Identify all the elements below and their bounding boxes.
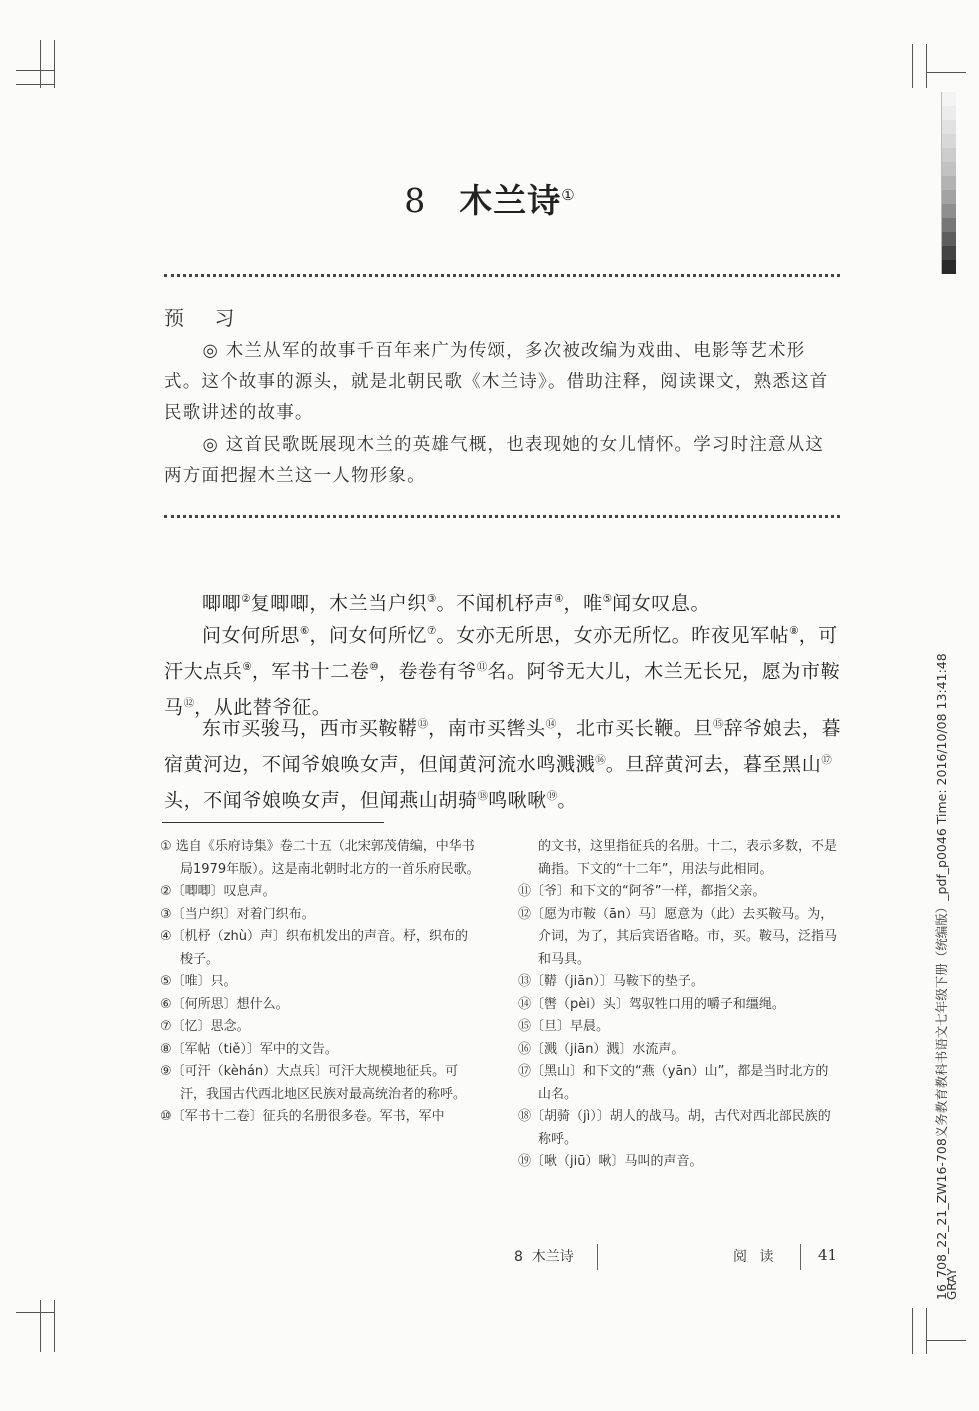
crop-mark xyxy=(54,1300,55,1352)
poem-text: 辞爷娘去，暮宿黄河边，不闻爷娘唤女声，但闻黄河流水鸣溅溅 xyxy=(164,717,842,776)
poem-stanza-2 xyxy=(164,616,842,723)
note-ref: ⑱ xyxy=(477,789,489,802)
note-ref: ⑰ xyxy=(821,753,832,766)
poem-text: 。不闻机杼声 xyxy=(436,592,555,615)
gray-label: GRAY xyxy=(945,1268,959,1300)
crop-mark xyxy=(16,84,54,85)
footnote-item: ⑰〔黑山〕和下文的“燕（yān）山”，都是当时北方的山名。 xyxy=(518,1064,829,1102)
footnote-item: ① 选自《乐府诗集》卷二十五（北宋郭茂倩编，中华书局1979年版）。这是南北朝时北方的一首乐府民歌。 xyxy=(160,839,480,877)
note-ref: ⑨ xyxy=(242,660,252,673)
footnote-item: ⑲〔啾（jiū）啾〕马叫的声音。 xyxy=(518,1154,703,1169)
lesson-number: 8 xyxy=(404,181,426,220)
note-ref: ⑦ xyxy=(427,625,437,637)
dotted-divider xyxy=(164,274,840,277)
poem-text: 问女何所思 xyxy=(202,624,301,647)
poem-text: ，卷卷有爷 xyxy=(378,660,477,683)
footnote-item: ⑮〔旦〕早晨。 xyxy=(518,1019,610,1034)
lesson-title xyxy=(0,175,979,222)
poem-stanza-1 xyxy=(164,584,842,620)
note-ref: ⑬ xyxy=(417,718,429,730)
footer-divider xyxy=(597,1244,598,1270)
print-job-code: 16_708_22_21_ZW16-708义务教育教科书语文七年级下册（统编版）_pdf_p0046 Time: 2016/10/08 13:41:48 xyxy=(934,653,949,1300)
note-ref: ② xyxy=(241,593,251,605)
poem-text: 唧唧 xyxy=(202,592,242,615)
footnote-item: ⑦〔忆〕思念。 xyxy=(160,1019,250,1034)
crop-mark xyxy=(926,1308,927,1354)
note-ref: ⑥ xyxy=(300,625,310,637)
note-ref: ⑤ xyxy=(602,593,613,605)
poem-text: 复唧唧，木兰当户织 xyxy=(250,592,428,615)
poem-text: 。 xyxy=(557,788,578,811)
footnote-item: ⑥〔何所思〕想什么。 xyxy=(160,996,289,1012)
preview-paragraph: ◎ 木兰从军的故事千百年来广为传颂，多次被改编为戏曲、电影等艺术形式。这个故事的源头，就是北朝民歌《木兰诗》。借助注释，阅读课文，熟悉这首民歌讲述的故事。 xyxy=(164,341,829,423)
poem-text: 头，不闻爷娘唤女声，但闻燕山胡骑 xyxy=(164,788,478,811)
poem-text: ，可汗大点兵 xyxy=(164,624,838,683)
crop-mark xyxy=(926,1340,966,1341)
poem-text: ，从此替爷征。 xyxy=(194,695,332,718)
poem-text: ，军书十二卷 xyxy=(251,660,370,683)
note-ref: ⑭ xyxy=(545,718,557,730)
poem-text: ，唯 xyxy=(563,592,603,615)
preview-paragraph: ◎ 这首民歌既展现木兰的英雄气概，也表现她的女儿情怀。学习时注意从这两方面把握木兰这一人物形象。 xyxy=(164,435,825,486)
footnote-item: ③〔当户织〕对着门织布。 xyxy=(160,906,315,922)
poem-text: ，南市买辔头 xyxy=(428,717,546,740)
crop-mark xyxy=(16,1312,54,1313)
footer-section: 阅 读 xyxy=(733,1249,778,1265)
footnote-continuation: 的文书，这里指征兵的名册。十二，表示多数，不是确指。下文的“十二年”，用法与此相同。 xyxy=(538,839,838,877)
footnote-item: ⑪〔爷〕和下文的“阿爷”一样，都指父亲。 xyxy=(518,884,766,899)
note-ref: ⑯ xyxy=(595,753,606,766)
footer-chapter: 8 木兰诗 xyxy=(514,1249,574,1265)
poem-text: 名。阿爷无大儿，木兰无长兄，愿为市鞍马 xyxy=(164,660,841,718)
note-ref: ⑮ xyxy=(713,718,724,730)
poem-text: 闻女叹息。 xyxy=(612,592,711,615)
crop-mark xyxy=(926,44,927,88)
crop-mark xyxy=(16,70,54,71)
note-ref: ④ xyxy=(554,593,564,605)
dotted-divider xyxy=(164,515,840,518)
note-ref: ③ xyxy=(427,593,437,605)
poem-text: 鸣啾啾 xyxy=(488,788,547,811)
footnote-item: ④〔机杼（zhù）声〕织布机发出的声音。杼，织布的梭子。 xyxy=(160,929,468,967)
note-ref: ⑪ xyxy=(476,660,488,673)
footnote-item: ⑨〔可汗（kèhán）大点兵〕可汗大规模地征兵。可汗，我国古代西北地区民族对最高统治者的称呼。 xyxy=(160,1064,467,1102)
note-ref: ⑲ xyxy=(546,789,558,802)
poem-text: 。女亦无所思，女亦无所忆。昨夜见军帖 xyxy=(436,624,790,647)
footnote-item: ⑤〔唯〕只。 xyxy=(160,974,237,989)
preview-heading: 预 习 xyxy=(164,306,247,330)
note-ref: ⑫ xyxy=(183,696,195,709)
crop-mark xyxy=(912,44,913,88)
footnote-item: ⑬〔鞯（jiān）〕马鞍下的垫子。 xyxy=(518,974,704,989)
crop-mark xyxy=(40,40,41,88)
footnote-rule xyxy=(162,822,384,823)
note-ref: ⑩ xyxy=(369,660,379,673)
poem-text: 。旦辞黄河去，暮至黑山 xyxy=(605,753,822,776)
footnotes-right-column xyxy=(518,836,838,1174)
note-ref: ⑧ xyxy=(789,625,799,637)
footer-divider xyxy=(800,1244,801,1270)
page-number: 41 xyxy=(818,1246,838,1264)
crop-mark xyxy=(912,1308,913,1354)
crop-mark xyxy=(54,40,55,88)
crop-mark xyxy=(926,72,966,73)
footnote-item: ⑱〔胡骑（jì）〕胡人的战马。胡，古代对西北部民族的称呼。 xyxy=(518,1109,831,1147)
footnote-item: ⑫〔愿为市鞍（ān）马〕愿意为（此）去买鞍马。为，介词，为了，其后宾语省略。市，买。鞍马，泛指马和马具。 xyxy=(518,906,838,967)
crop-mark xyxy=(40,1300,41,1352)
poem-stanza-3 xyxy=(164,709,842,816)
footnote-item: ⑭〔辔（pèi）头〕驾驭牲口用的嚼子和缰绳。 xyxy=(518,996,785,1012)
footnote-item: ⑯〔溅（jiān）溅〕水流声。 xyxy=(518,1041,685,1057)
poem-text: ，北市买长鞭。旦 xyxy=(556,717,714,740)
footnotes-left-column xyxy=(160,836,480,1129)
title-footnote-ref: ① xyxy=(561,186,575,204)
footnote-item: ⑩〔军书十二卷〕征兵的名册很多卷。军书，军中 xyxy=(160,1109,445,1124)
footnote-item: ⑧〔军帖（tiě）〕军中的文告。 xyxy=(160,1041,338,1057)
poem-text: ，问女何所忆 xyxy=(309,624,428,647)
footnote-item: ②〔唧唧〕叹息声。 xyxy=(160,884,276,899)
lesson-title-text: 木兰诗 xyxy=(459,181,562,220)
poem-text: 东市买骏马，西市买鞍鞯 xyxy=(202,717,418,740)
